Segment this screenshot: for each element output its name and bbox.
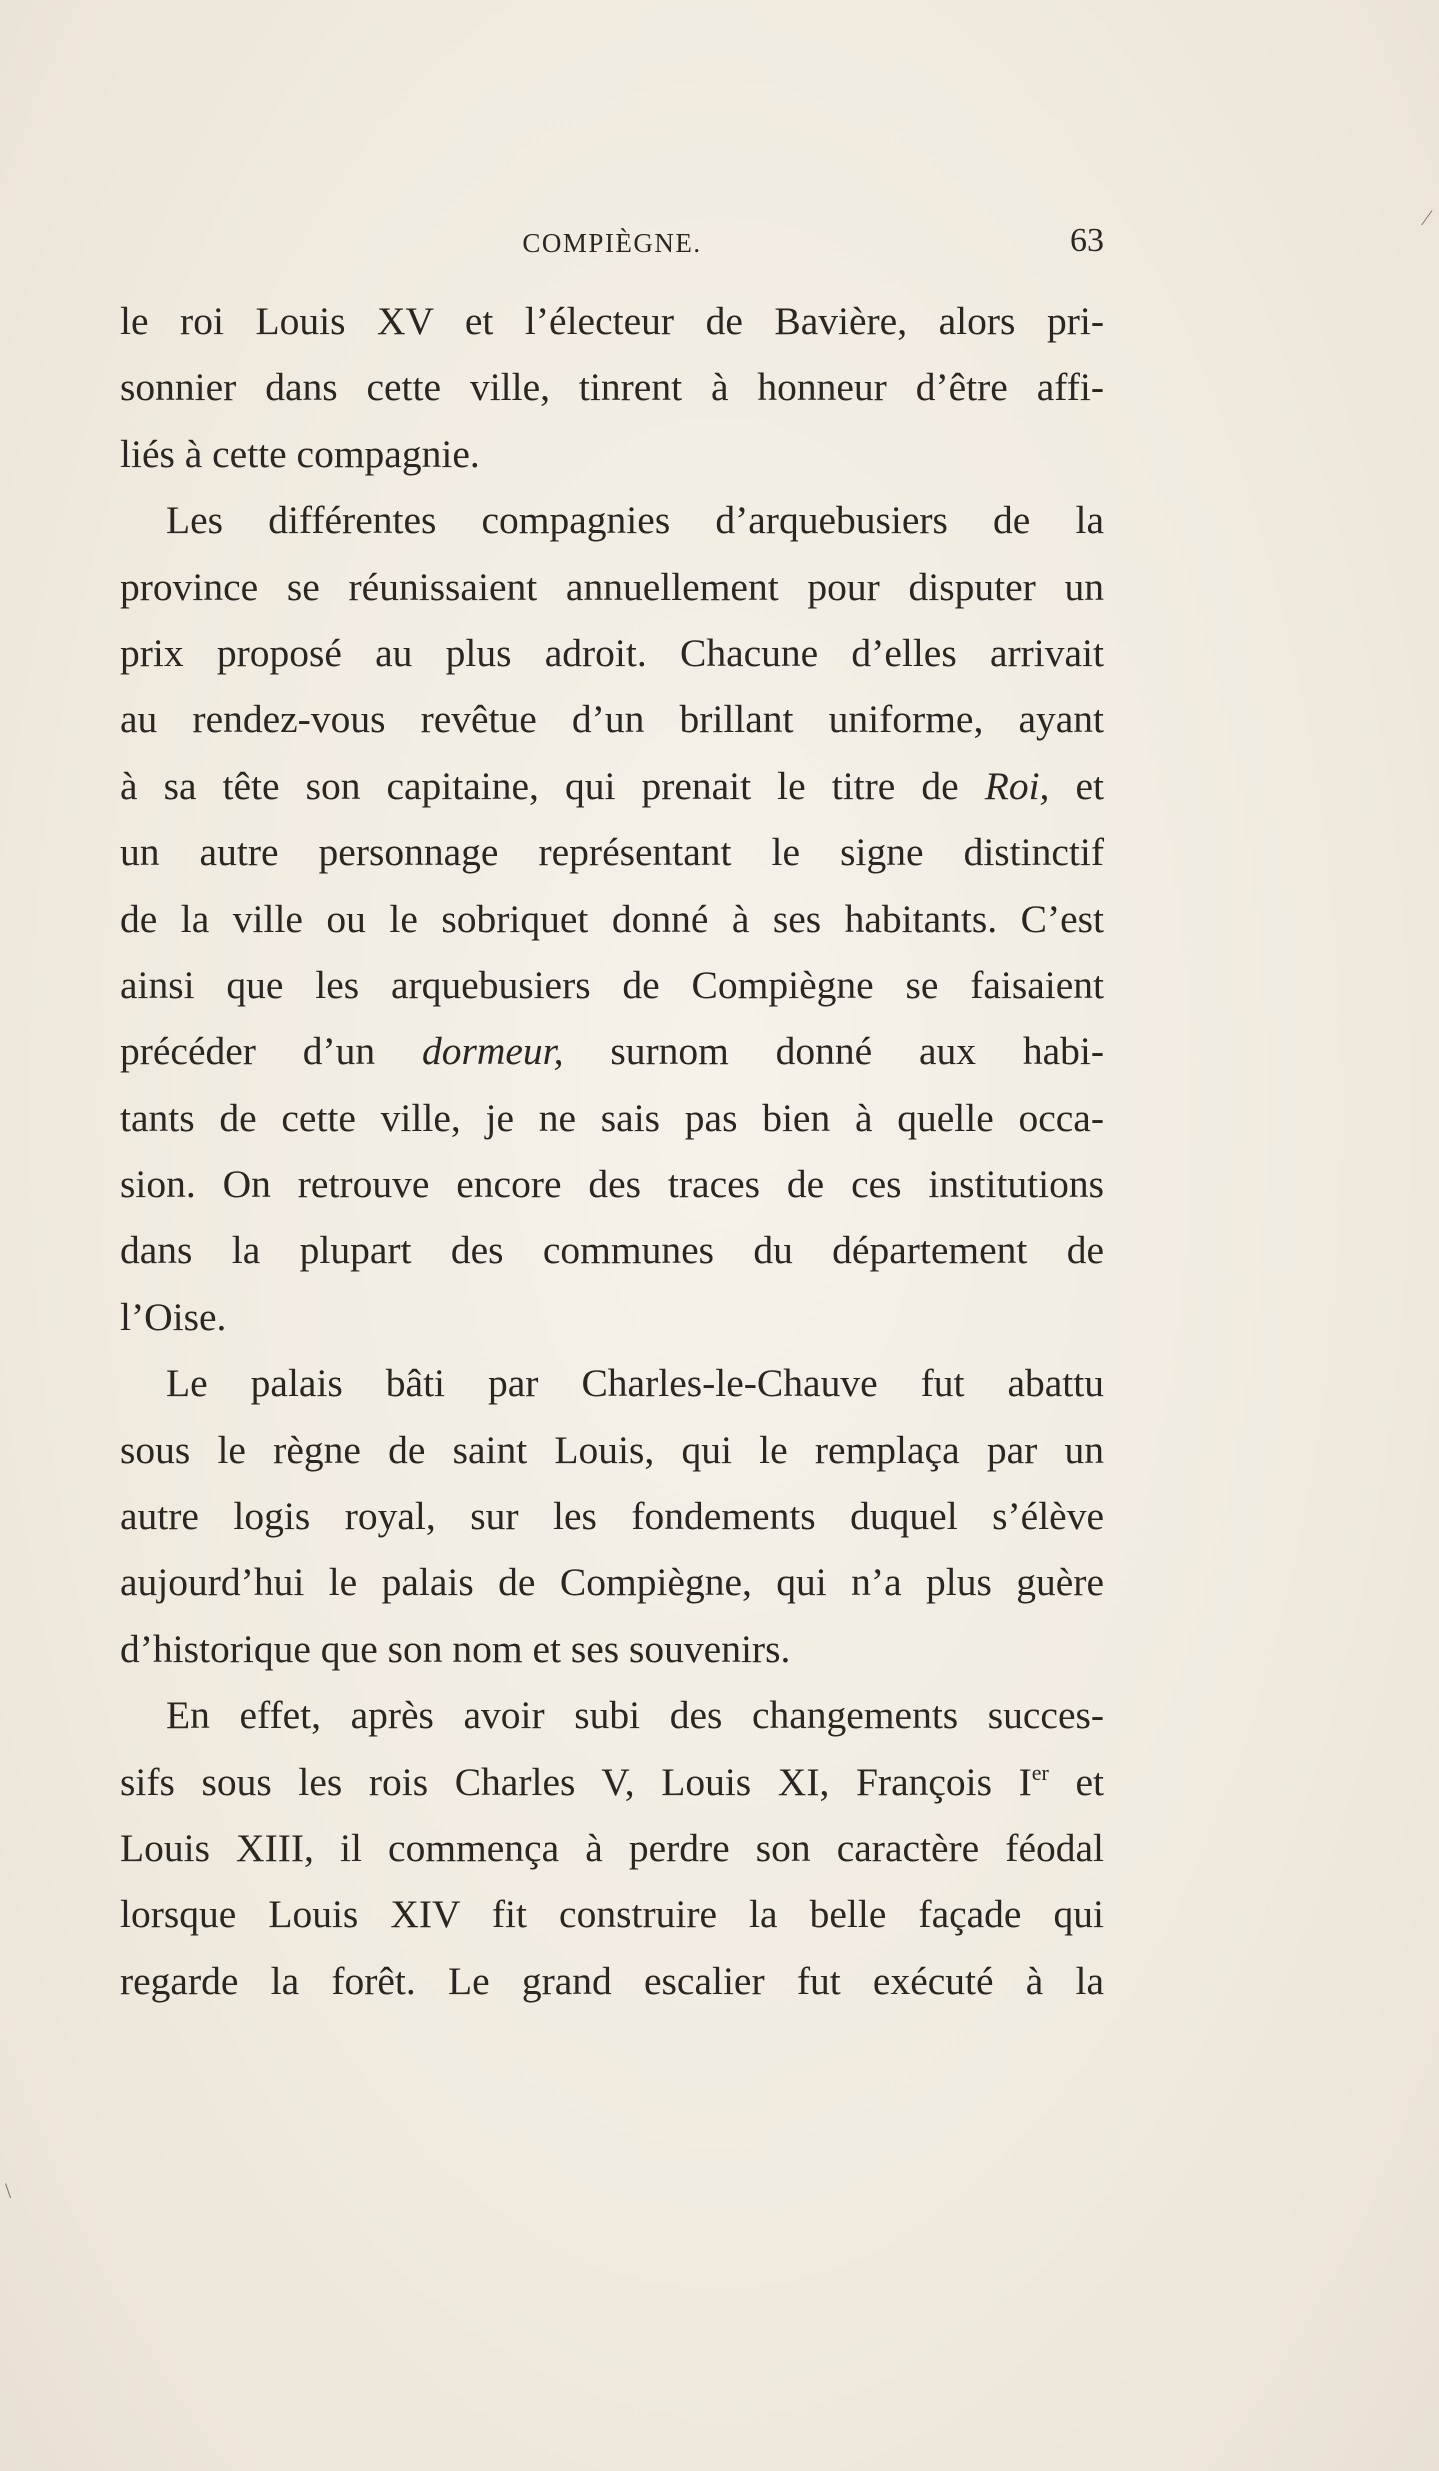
text-line: aujourd’hui le palais de Compiègne, qui n’a plus guère: [120, 1560, 1104, 1605]
text-line: [120, 1749, 1104, 1815]
text-line: prix proposé au plus adroit. Chacune d’elles arrivait: [120, 630, 1104, 675]
text-line: l’Oise.: [120, 1294, 227, 1339]
text-segment: et: [1075, 763, 1104, 808]
text-line: dans la plupart des communes du département de: [120, 1228, 1104, 1273]
italic-word-roi: Roi,: [984, 763, 1050, 808]
text-line: sion. On retrouve encore des traces de ces institutions: [120, 1162, 1104, 1207]
text-line: un autre personnage représentant le signe distinctif: [120, 830, 1104, 875]
text-segment: sifs sous les rois Charles V, Louis XI, François I: [120, 1759, 1032, 1804]
text-line: regarde la forêt. Le grand escalier fut exécuté à la: [120, 1958, 1104, 2003]
running-title: COMPIÈGNE.: [522, 228, 702, 258]
text-line: le roi Louis XV et l’électeur de Bavière, alors pri-: [120, 299, 1104, 343]
text-line: au rendez-vous revêtue d’un brillant uniforme, ayant: [120, 697, 1104, 742]
text-segment: précéder d’un: [120, 1029, 376, 1074]
page-number: 63: [1070, 222, 1104, 259]
text-line: [120, 753, 1104, 819]
text-segment: à sa tête son capitaine, qui prenait le titre de: [120, 763, 959, 808]
text-line: Les différentes compagnies d’arquebusiers de la: [166, 498, 1104, 543]
text-line: Louis XIII, il commença à perdre son caractère féodal: [120, 1825, 1104, 1870]
margin-mark: ⁄: [1425, 205, 1429, 230]
text-line: autre logis royal, sur les fondements duquel s’élève: [120, 1494, 1104, 1539]
text-line: liés à cette compagnie.: [120, 431, 480, 476]
text-line: province se réunissaient annuellement pour disputer un: [120, 564, 1104, 609]
margin-mark: \: [5, 2178, 12, 2203]
italic-word-dormeur: dormeur,: [421, 1029, 564, 1074]
text-line: lorsque Louis XIV fit construire la belle façade qui: [120, 1892, 1104, 1937]
text-segment: surnom donné aux habi-: [610, 1029, 1104, 1074]
text-line: [120, 1018, 1104, 1084]
text-line: tants de cette ville, je ne sais pas bien à quelle occa-: [120, 1095, 1104, 1140]
body-text: [120, 288, 1104, 2014]
running-header: [120, 222, 1104, 262]
text-segment: et: [1075, 1759, 1105, 1804]
text-line: ainsi que les arquebusiers de Compiègne se faisaient: [120, 962, 1104, 1007]
text-line: d’historique que son nom et ses souvenirs.: [120, 1626, 791, 1671]
text-line: sonnier dans cette ville, tinrent à honneur d’être affi-: [120, 365, 1104, 410]
text-line: sous le règne de saint Louis, qui le remplaça par un: [120, 1427, 1104, 1472]
superscript-er: er: [1031, 1759, 1049, 1785]
text-line: En effet, après avoir subi des changements succes-: [166, 1693, 1104, 1738]
text-line: Le palais bâti par Charles-le-Chauve fut abattu: [166, 1361, 1104, 1406]
text-line: de la ville ou le sobriquet donné à ses habitants. C’est: [120, 896, 1104, 941]
